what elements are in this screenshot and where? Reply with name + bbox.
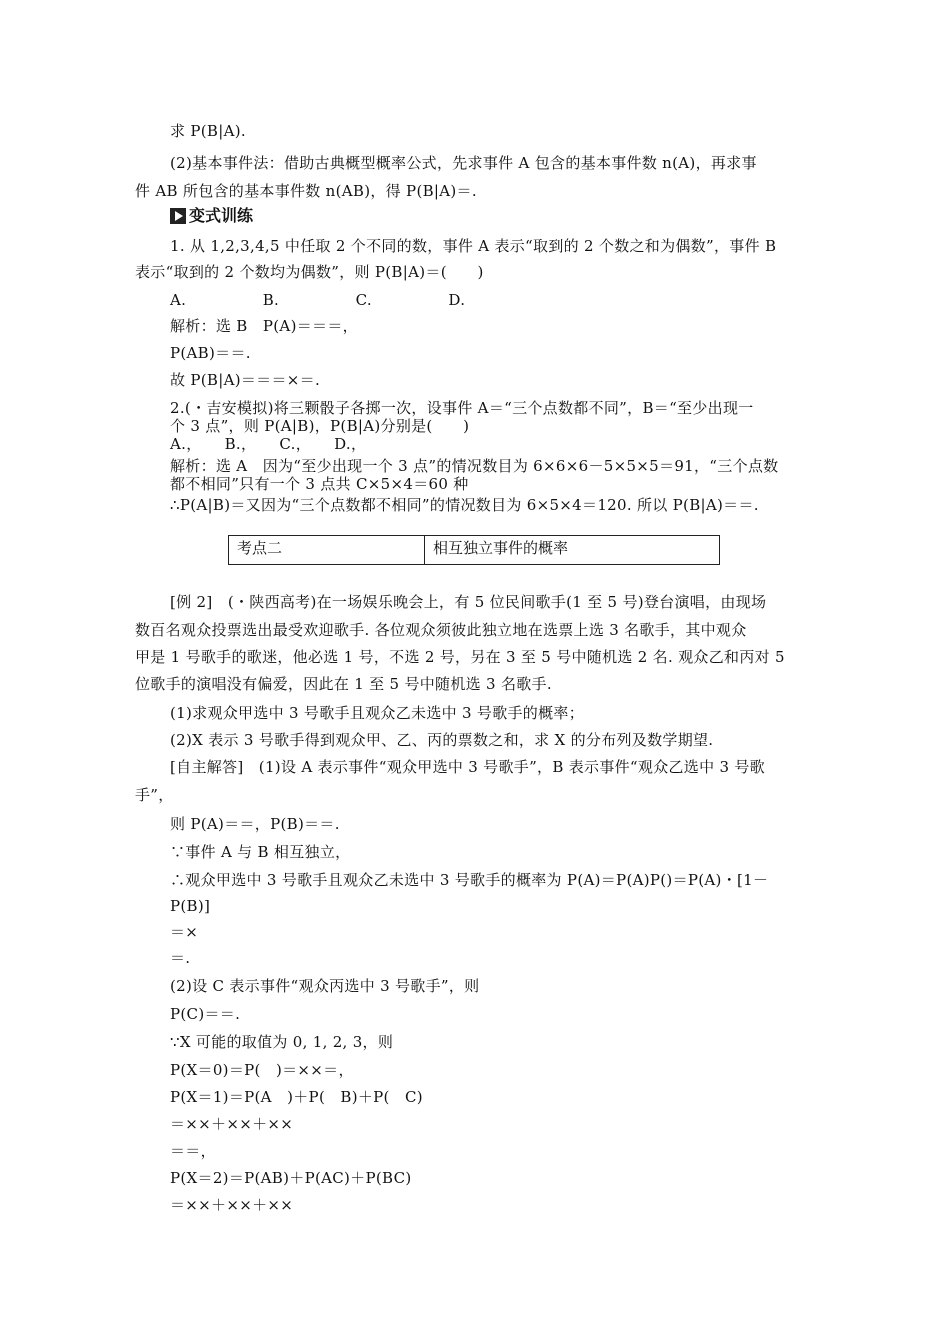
text-line: 求 P(B|A). bbox=[170, 122, 246, 140]
text-line: 故 P(B|A)＝＝＝×＝. bbox=[170, 371, 321, 389]
text-line: P(X＝0)＝P( )＝××＝， bbox=[170, 1061, 354, 1079]
section-heading-label: 变式训练 bbox=[189, 206, 254, 225]
kaodian-title: 相互独立事件的概率 bbox=[433, 539, 569, 557]
text-line: 解析：选 A 因为“至少出现一个 3 点”的情况数目为 6×6×6－5×5×5＝91，“三个点数 bbox=[170, 457, 779, 475]
text-line: ＝××＋××＋×× bbox=[170, 1196, 294, 1214]
text-line: [例 2] (・陕西高考)在一场娱乐晚会上，有 5 位民间歌手(1 至 5 号)登台演唱，由现场 bbox=[170, 593, 767, 611]
text-line: (2)基本事件法：借助古典概型概率公式，先求事件 A 包含的基本事件数 n(A)，再求事 bbox=[170, 154, 757, 172]
text-line: P(AB)＝＝. bbox=[170, 344, 251, 362]
text-line: ＝× bbox=[170, 923, 199, 941]
text-line: ∵事件 A 与 B 相互独立， bbox=[170, 843, 351, 861]
text-line: 甲是 1 号歌手的歌迷，他必选 1 号，不选 2 号，另在 3 至 5 号中随机选 2 名. 观众乙和丙对 5 bbox=[135, 648, 785, 666]
text-line: ∵X 可能的取值为 0, 1, 2, 3，则 bbox=[170, 1033, 394, 1051]
text-line: (1)求观众甲选中 3 号歌手且观众乙未选中 3 号歌手的概率； bbox=[170, 704, 585, 722]
kaodian-table bbox=[228, 535, 720, 565]
text-line: 1. 从 1,2,3,4,5 中任取 2 个不同的数，事件 A 表示“取到的 2 个数之和为偶数”，事件 B bbox=[170, 237, 777, 255]
text-line: ∴观众甲选中 3 号歌手且观众乙未选中 3 号歌手的概率为 P(A)＝P(A)P()＝P(A)・[1－ bbox=[170, 871, 769, 889]
text-line: 位歌手的演唱没有偏爱，因此在 1 至 5 号中随机选 3 名歌手. bbox=[135, 675, 552, 693]
text-line: (2)X 表示 3 号歌手得到观众甲、乙、丙的票数之和，求 X 的分布列及数学期望. bbox=[170, 731, 714, 749]
text-line: 2.(・吉安模拟)将三颗骰子各掷一次，设事件 A＝“三个点数都不同”，B＝“至少出现一 bbox=[170, 399, 754, 417]
text-line: 表示“取到的 2 个数均为偶数”，则 P(B|A)＝( ) bbox=[135, 263, 484, 281]
text-line: 解析：选 B P(A)＝＝＝， bbox=[170, 317, 358, 335]
text-line: (2)设 C 表示事件“观众丙选中 3 号歌手”，则 bbox=[170, 977, 480, 995]
text-line: 数百名观众投票选出最受欢迎歌手. 各位观众须彼此独立地在选票上选 3 名歌手，其中观众 bbox=[135, 621, 747, 639]
section-heading bbox=[170, 206, 253, 226]
play-triangle-icon bbox=[170, 208, 186, 224]
text-line: A. B. C. D. bbox=[170, 291, 466, 309]
text-line: ∴P(A|B)＝又因为“三个点数都不相同”的情况数目为 6×5×4＝120. 所以 P(B|A)＝＝. bbox=[170, 496, 759, 514]
kaodian-number: 考点二 bbox=[229, 536, 425, 564]
text-line: 都不相同”只有一个 3 点共 C×5×4＝60 种 bbox=[170, 475, 469, 493]
text-line: P(X＝1)＝P(A )＋P( B)＋P( C) bbox=[170, 1088, 423, 1106]
text-line: P(B)] bbox=[170, 897, 211, 915]
text-line: ＝××＋××＋×× bbox=[170, 1115, 294, 1133]
text-line: 则 P(A)＝＝，P(B)＝＝. bbox=[170, 815, 340, 833]
text-line: 件 AB 所包含的基本事件数 n(AB)，得 P(B|A)＝. bbox=[135, 182, 477, 200]
text-line: P(C)＝＝. bbox=[170, 1005, 241, 1023]
text-line: [自主解答] (1)设 A 表示事件“观众甲选中 3 号歌手”，B 表示事件“观众乙选中 3 号歌 bbox=[170, 758, 765, 776]
text-line: ＝. bbox=[170, 949, 191, 967]
text-line: 手”， bbox=[135, 786, 174, 804]
text-line: 个 3 点”，则 P(A|B)，P(B|A)分别是( ) bbox=[170, 417, 470, 435]
text-line: P(X＝2)＝P(AB)＋P(AC)＋P(BC) bbox=[170, 1169, 412, 1187]
text-line: ＝＝， bbox=[170, 1142, 216, 1160]
text-line: A.， B.， C.， D.， bbox=[170, 435, 367, 453]
